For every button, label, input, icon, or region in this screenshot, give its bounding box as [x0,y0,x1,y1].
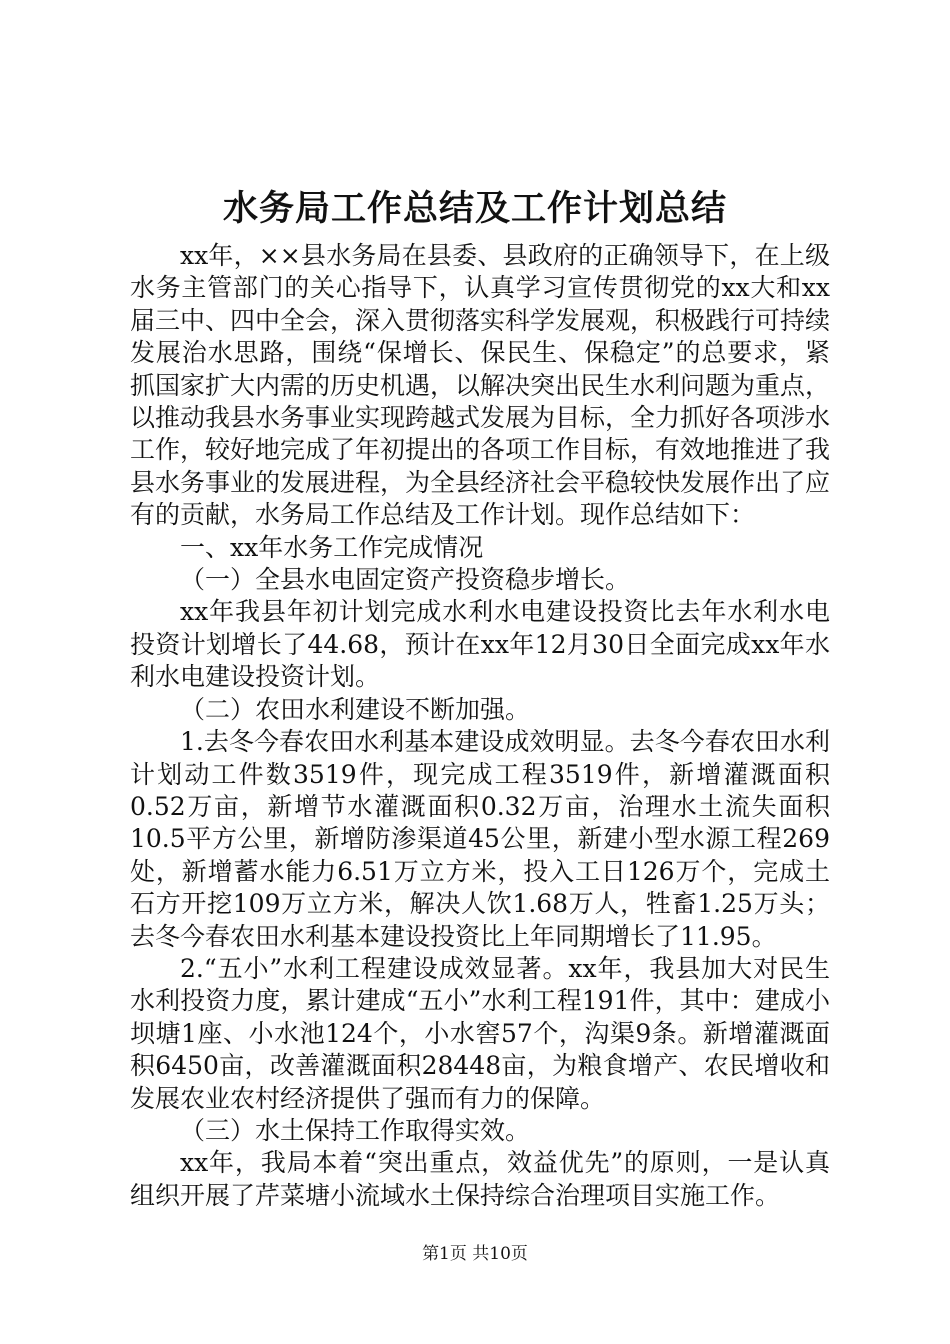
paragraph-soil-conservation: xx年，我局本着“突出重点，效益优先”的原则，一是认真组织开展了芹菜塘小流域水土保持综合治理项目实施工作。 [130,1148,830,1210]
paragraph-investment: xx年我县年初计划完成水利水电建设投资比去年水利水电投资计划增长了44.68，预计在xx年12月30日全面完成xx年水利水电建设投资计划。 [130,597,830,692]
subsection-heading-2: （二）农田水利建设不断加强。 [180,694,531,724]
section-heading-1: 一、xx年水务工作完成情况 [180,532,484,562]
document-body [130,240,830,1212]
paragraph-intro: xx年，××县水务局在县委、县政府的正确领导下，在上级水务主管部门的关心指导下，认真学习宣传贯彻党的xx大和xx届三中、四中全会，深入贯彻落实科学发展观，积极践行可持续发展治水思路，围绕“保增长、保民生、保稳定”的总要求，紧抓国家扩大内需的历史机遇，以解决突出民生水利问题为重点，以推动我县水务事业实现跨越式发展为目标，全力抓好各项涉水工作，较好地完成了年初提出的各项工作目标，有效地推进了我县水务事业的发展进程，为全县经济社会平稳较快发展作出了应有的贡献，水务局工作总结及工作计划。现作总结如下： [130,241,831,530]
paragraph-farmland: 1.去冬今春农田水利基本建设成效明显。去冬今春农田水利计划动工件数3519件，现完成工程3519件，新增灌溉面积0.52万亩，新增节水灌溉面积0.32万亩，治理水土流失面积10.5平方公里，新增防渗渠道45公里，新建小型水源工程269处，新增蓄水能力6.51万立方米，投入工日126万个，完成土石方开挖109万立方米，解决人饮1.68万人，牲畜1.25万头；去冬今春农田水利基本建设投资比上年同期增长了11.95。 [130,727,830,951]
subsection-heading-1: （一）全县水电固定资产投资稳步增长。 [180,565,631,595]
page-footer: 第1页 共10页 [422,1244,528,1264]
document-title: 水务局工作总结及工作计划总结 [222,188,727,229]
subsection-heading-3: （三）水土保持工作取得实效。 [180,1115,531,1145]
paragraph-five-small: 2.“五小”水利工程建设成效显著。xx年，我县加大对民生水利投资力度，累计建成“五小”水利工程191件，其中：建成小坝塘1座、小水池124个，小水窖57个，沟渠9条。新增灌溉面积6450亩，改善灌溉面积28448亩，为粮食增产、农民增收和发展农业农村经济提供了强而有力的保障。 [130,953,830,1113]
